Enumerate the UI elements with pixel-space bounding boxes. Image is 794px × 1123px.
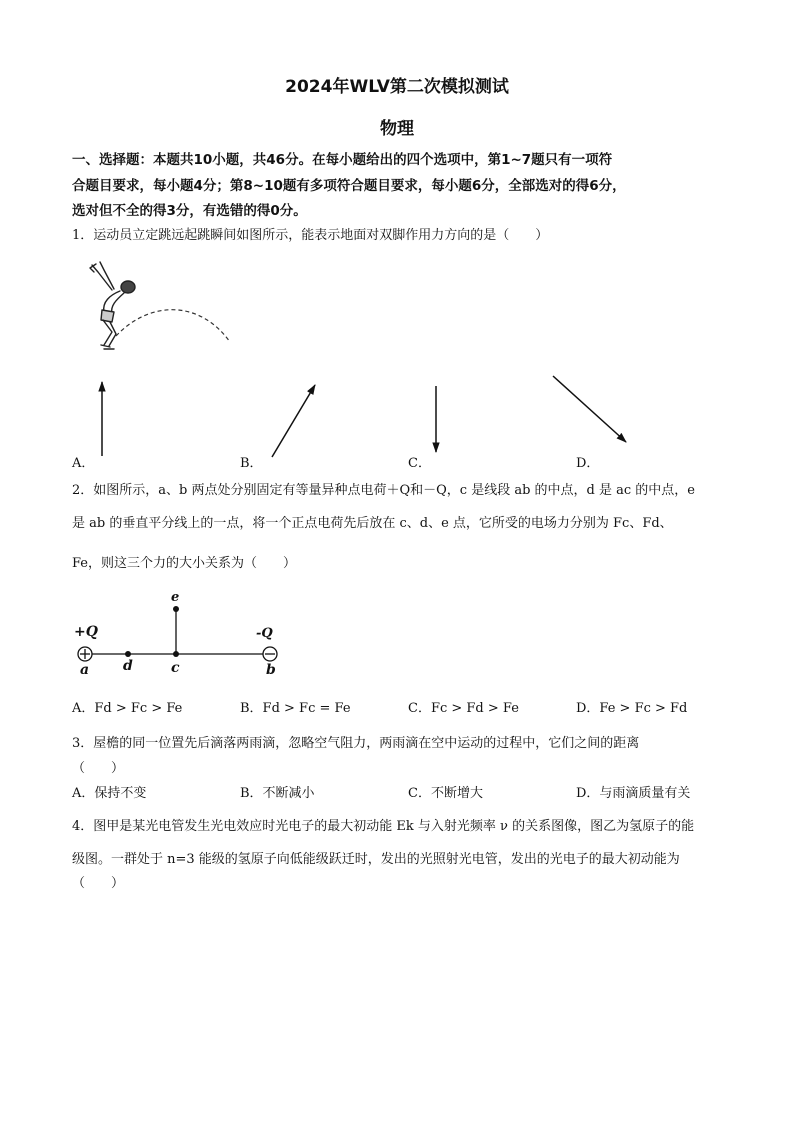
jump-trajectory [116, 310, 230, 342]
q4-stem-line3: （ ） [72, 876, 125, 891]
option-b-arrow [272, 385, 315, 457]
page-title: 2024年WLV第二次模拟测试 [285, 77, 509, 97]
subject-title: 物理 [380, 119, 414, 139]
section-instruction-line1: 一、选择题：本题共10小题，共46分。在每小题给出的四个选项中，第1~7题只有一项符 [72, 152, 613, 168]
q3-option-c[interactable]: C．不断增大 [408, 786, 483, 801]
point-c [173, 651, 179, 657]
q1-option-b[interactable]: B． [240, 456, 263, 471]
point-e [173, 606, 179, 612]
option-d-arrow [553, 376, 626, 442]
q3-option-d[interactable]: D．与雨滴质量有关 [576, 786, 691, 801]
label-b: b [266, 662, 276, 678]
q2-option-b[interactable]: B．Fd > Fc = Fe [240, 701, 351, 716]
label-d: d [123, 658, 133, 674]
q3-stem-line2: （ ） [72, 761, 125, 776]
q1-option-c[interactable]: C． [408, 456, 431, 471]
q2-stem-line3: Fe，则这三个力的大小关系为（ ） [72, 556, 297, 571]
label-plus-q: +Q [74, 624, 98, 640]
label-e: e [171, 590, 180, 605]
athlete-figure [90, 262, 135, 349]
negative-charge-icon [263, 647, 277, 661]
label-a: a [80, 662, 90, 678]
label-c: c [171, 660, 180, 676]
q2-stem-line2: 是 ab 的垂直平分线上的一点，将一个正点电荷先后放在 c、d、e 点，它所受的电场力分别为 Fc、Fd、 [72, 516, 673, 531]
point-d [125, 651, 131, 657]
q3-stem-line1: 3．屋檐的同一位置先后滴落两雨滴，忽略空气阻力，两雨滴在空中运动的过程中，它们之间的距离 [72, 736, 640, 751]
q3-option-a[interactable]: A．保持不变 [72, 786, 147, 801]
q2-stem-line1: 2．如图所示，a、b 两点处分别固定有等量异种点电荷＋Q和－Q，c 是线段 ab 的中点，d 是 ac 的中点，e [72, 483, 695, 498]
q2-option-c[interactable]: C．Fc > Fd > Fe [408, 701, 519, 716]
q1-option-d[interactable]: D． [576, 456, 600, 471]
q1-stem: 1．运动员立定跳远起跳瞬间如图所示，能表示地面对双脚作用力方向的是（ ） [72, 228, 549, 243]
q2-option-d[interactable]: D．Fe > Fc > Fd [576, 701, 688, 716]
q3-option-b[interactable]: B．不断减小 [240, 786, 315, 801]
positive-charge-icon [78, 647, 92, 661]
q2-option-a[interactable]: A．Fd > Fc > Fe [72, 701, 183, 716]
label-minus-q: -Q [256, 626, 273, 641]
q4-stem-line2: 级图。一群处于 n=3 能级的氢原子向低能级跃迁时，发出的光照射光电管，发出的光电子的最大初动能为 [72, 852, 680, 867]
q4-stem-line1: 4．图甲是某光电管发生光电效应时光电子的最大初动能 Ek 与入射光频率 ν 的关系图像，图乙为氢原子的能 [72, 819, 695, 834]
q1-option-a[interactable]: A． [72, 456, 95, 471]
section-instruction-line3: 选对但不全的得3分，有选错的得0分。 [72, 203, 307, 219]
section-instruction-line2: 合题目要求，每小题4分；第8~10题有多项符合题目要求，每小题6分，全部选对的得6分， [72, 178, 626, 194]
